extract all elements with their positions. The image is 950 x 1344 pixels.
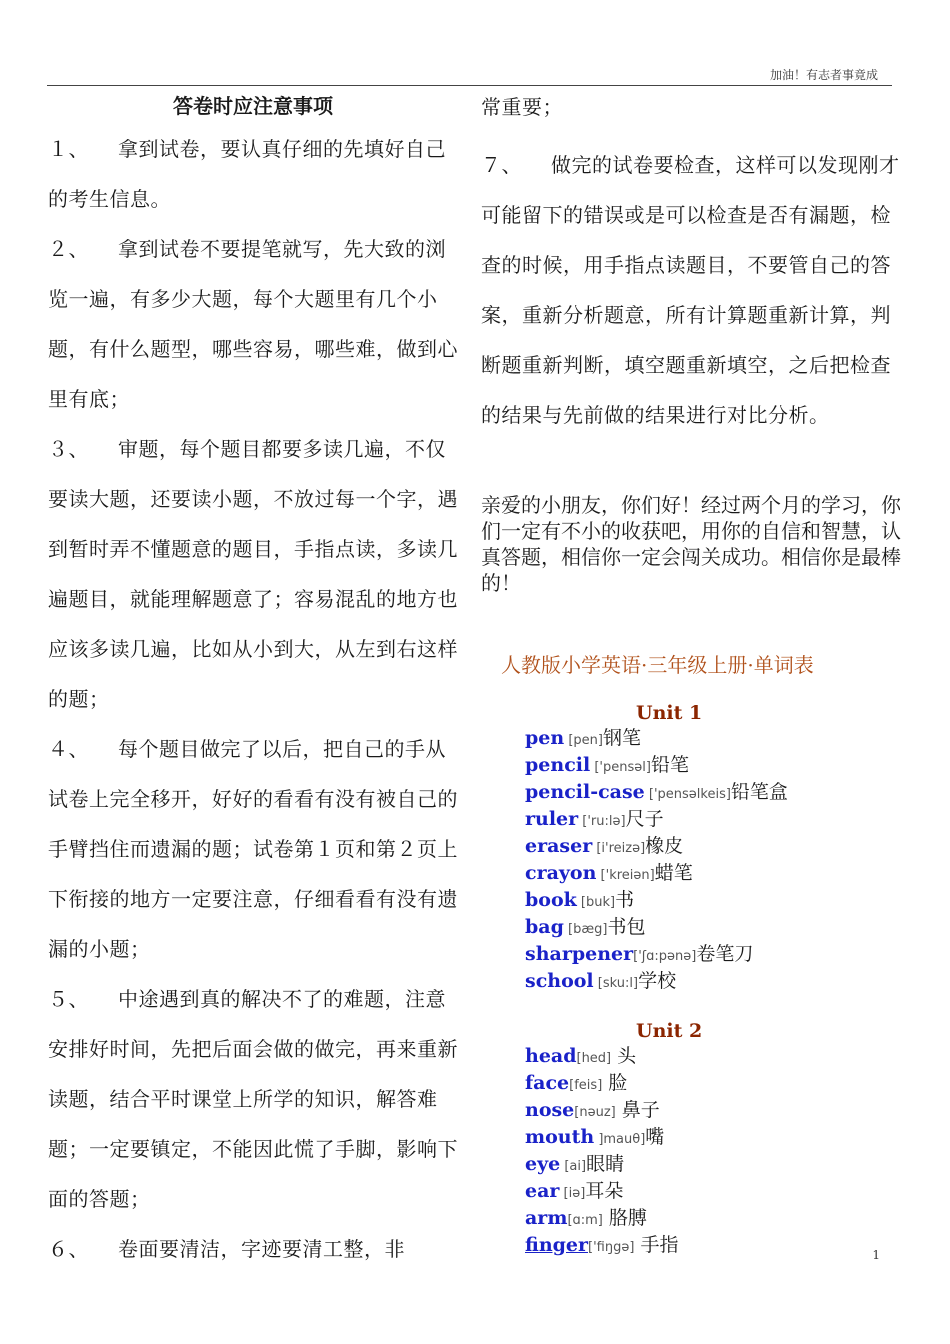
word-english: sharpener [525,943,634,965]
word-row [525,942,901,969]
word-row [525,753,901,780]
word-chinese: 卷笔刀 [696,943,754,965]
right-column [481,92,901,1260]
greeting-message: 亲爱的小朋友，你们好！经过两个月的学习，你们一定有不小的收获吧，用你的自信和智慧，认真答题，相信你一定会闯关成功。相信你是最棒的！ [481,493,901,595]
notice-title: 答卷时应注意事项 [173,94,333,118]
item-text: 中途遇到真的解决不了的难题，注意安排好时间，先把后面会做的做完，再来重新读题，结合平时课堂上所学的知识，解答难题；一定要镇定，不能因此慌了手脚，影响下面的答题； [48,987,458,1211]
word-phonetic: ['ru:lə] [578,814,626,829]
vocab-title: 人教版小学英语·三年级上册·单词表 [501,653,814,677]
word-chinese: 书 [615,889,635,911]
word-row [525,834,901,861]
notice-item [48,224,458,424]
notice-item [48,724,458,974]
word-chinese: 铅笔盒 [730,781,788,803]
word-chinese: 学校 [638,970,677,992]
word-row [525,1125,901,1152]
word-chinese: 头 [611,1045,637,1067]
word-chinese: 尺子 [625,808,664,830]
notice-column [48,92,458,1274]
word-row [525,1152,901,1179]
word-row [525,1206,901,1233]
word-row [525,726,901,753]
word-english: ruler [525,808,579,830]
word-english: eye [525,1153,561,1175]
word-chinese: 手指 [634,1234,679,1256]
word-chinese: 嘴 [645,1126,665,1148]
word-chinese: 书包 [607,916,646,938]
header-divider [47,85,892,86]
item-text: 拿到试卷，要认真仔细的先填好自己的考生信息。 [48,137,446,211]
word-english: eraser [525,835,593,857]
word-english: pencil-case [525,781,645,803]
unit-1-section [481,700,901,996]
word-phonetic: ]mauθ] [594,1132,646,1147]
word-chinese: 耳朵 [585,1180,624,1202]
word-phonetic: [hed] [576,1051,612,1066]
word-phonetic: [nəuz] [574,1105,616,1120]
word-english: crayon [525,862,597,884]
word-chinese: 脸 [602,1072,628,1094]
word-chinese: 橡皮 [645,835,684,857]
notice-item [48,424,458,724]
word-row [525,1044,901,1071]
word-english: pencil [525,754,591,776]
word-phonetic: [buk] [576,895,616,910]
notice-item [48,1224,458,1274]
header-motto: 加油！有志者事竟成 [769,68,878,82]
word-row [525,1071,901,1098]
word-chinese: 胳膊 [602,1207,647,1229]
item-number: ６、 [48,1237,89,1261]
word-row [525,1179,901,1206]
word-phonetic: [bæg] [563,922,608,937]
item-number: １、 [48,137,89,161]
item-text: 审题，每个题目都要多读几遍，不仅要读大题，还要读小题，不放过每一个字，遇到暂时弄不懂题意的题目，手指点读，多读几遍题目，就能理解题意了；容易混乱的地方也应该多读几遍，比如从小到大，从左到右这样的题； [48,437,458,711]
word-phonetic: ['pensəl] [590,760,651,775]
word-chinese: 鼻子 [615,1099,660,1121]
word-chinese: 眼睛 [586,1153,625,1175]
word-english: face [525,1072,570,1094]
word-english: school [525,970,594,992]
word-phonetic: ['ʃɑ:pənə] [633,949,697,964]
word-english: arm [525,1207,568,1229]
word-english: mouth [525,1126,595,1148]
item-number: ３、 [48,437,89,461]
word-phonetic: ['pensəlkeis] [644,787,731,802]
item-number: ２、 [48,237,89,261]
word-phonetic: [i'reizə] [592,841,646,856]
item-text: 做完的试卷要检查，这样可以发现刚才可能留下的错误或是可以检查是否有漏题，检查的时候，用手指点读题目，不要管自己的答案，重新分析题意，所有计算题重新计算，判断题重新判断，填空题重新填空，之后把检查的结果与先前做的结果进行对比分析。 [481,153,900,427]
unit-heading: Unit 2 [636,1020,703,1042]
word-chinese: 蜡笔 [654,862,693,884]
notice-item [48,974,458,1224]
word-row [525,969,901,996]
word-phonetic: [pen] [564,733,603,748]
word-row [525,807,901,834]
word-row [525,888,901,915]
item-text: 卷面要清洁，字迹要清工整，非 [118,1237,405,1261]
word-phonetic: [iə] [559,1186,586,1201]
page-number: 1 [872,1248,880,1262]
word-row [525,1098,901,1125]
word-row [525,861,901,888]
notice-continuation: 常重要； [481,95,563,119]
word-row [525,915,901,942]
word-phonetic: [ai] [560,1159,587,1174]
word-english: book [525,889,577,911]
item-number: ４、 [48,737,89,761]
word-english-link[interactable]: finger [525,1234,589,1256]
item-text: 拿到试卷不要提笔就写，先大致的浏览一遍，有多少大题，每个大题里有几个小题，有什么题型，哪些容易，哪些难，做到心里有底； [48,237,458,411]
word-english: bag [525,916,564,938]
word-english: pen [525,727,565,749]
item-text: 每个题目做完了以后，把自己的手从试卷上完全移开，好好的看看有没有被自己的手臂挡住而遗漏的题；试卷第１页和第２页上下衔接的地方一定要注意，仔细看看有没有遗漏的小题； [48,737,458,961]
word-phonetic: ['fiŋgə] [588,1240,635,1255]
word-chinese: 铅笔 [650,754,689,776]
item-number: ７、 [481,153,522,177]
word-phonetic: ['kreiən] [596,868,655,883]
word-phonetic: [sku:l] [593,976,639,991]
word-row [525,1233,901,1260]
word-chinese: 钢笔 [602,727,641,749]
notice-item [48,124,458,224]
word-english: head [525,1045,577,1067]
notice-item-7 [481,140,901,440]
word-phonetic: [feis] [569,1078,603,1093]
word-english: ear [525,1180,560,1202]
word-english: nose [525,1099,575,1121]
unit-2-section [481,1018,901,1260]
unit-heading: Unit 1 [636,702,703,724]
word-phonetic: [ɑ:m] [567,1213,603,1228]
item-number: ５、 [48,987,89,1011]
word-row [525,780,901,807]
